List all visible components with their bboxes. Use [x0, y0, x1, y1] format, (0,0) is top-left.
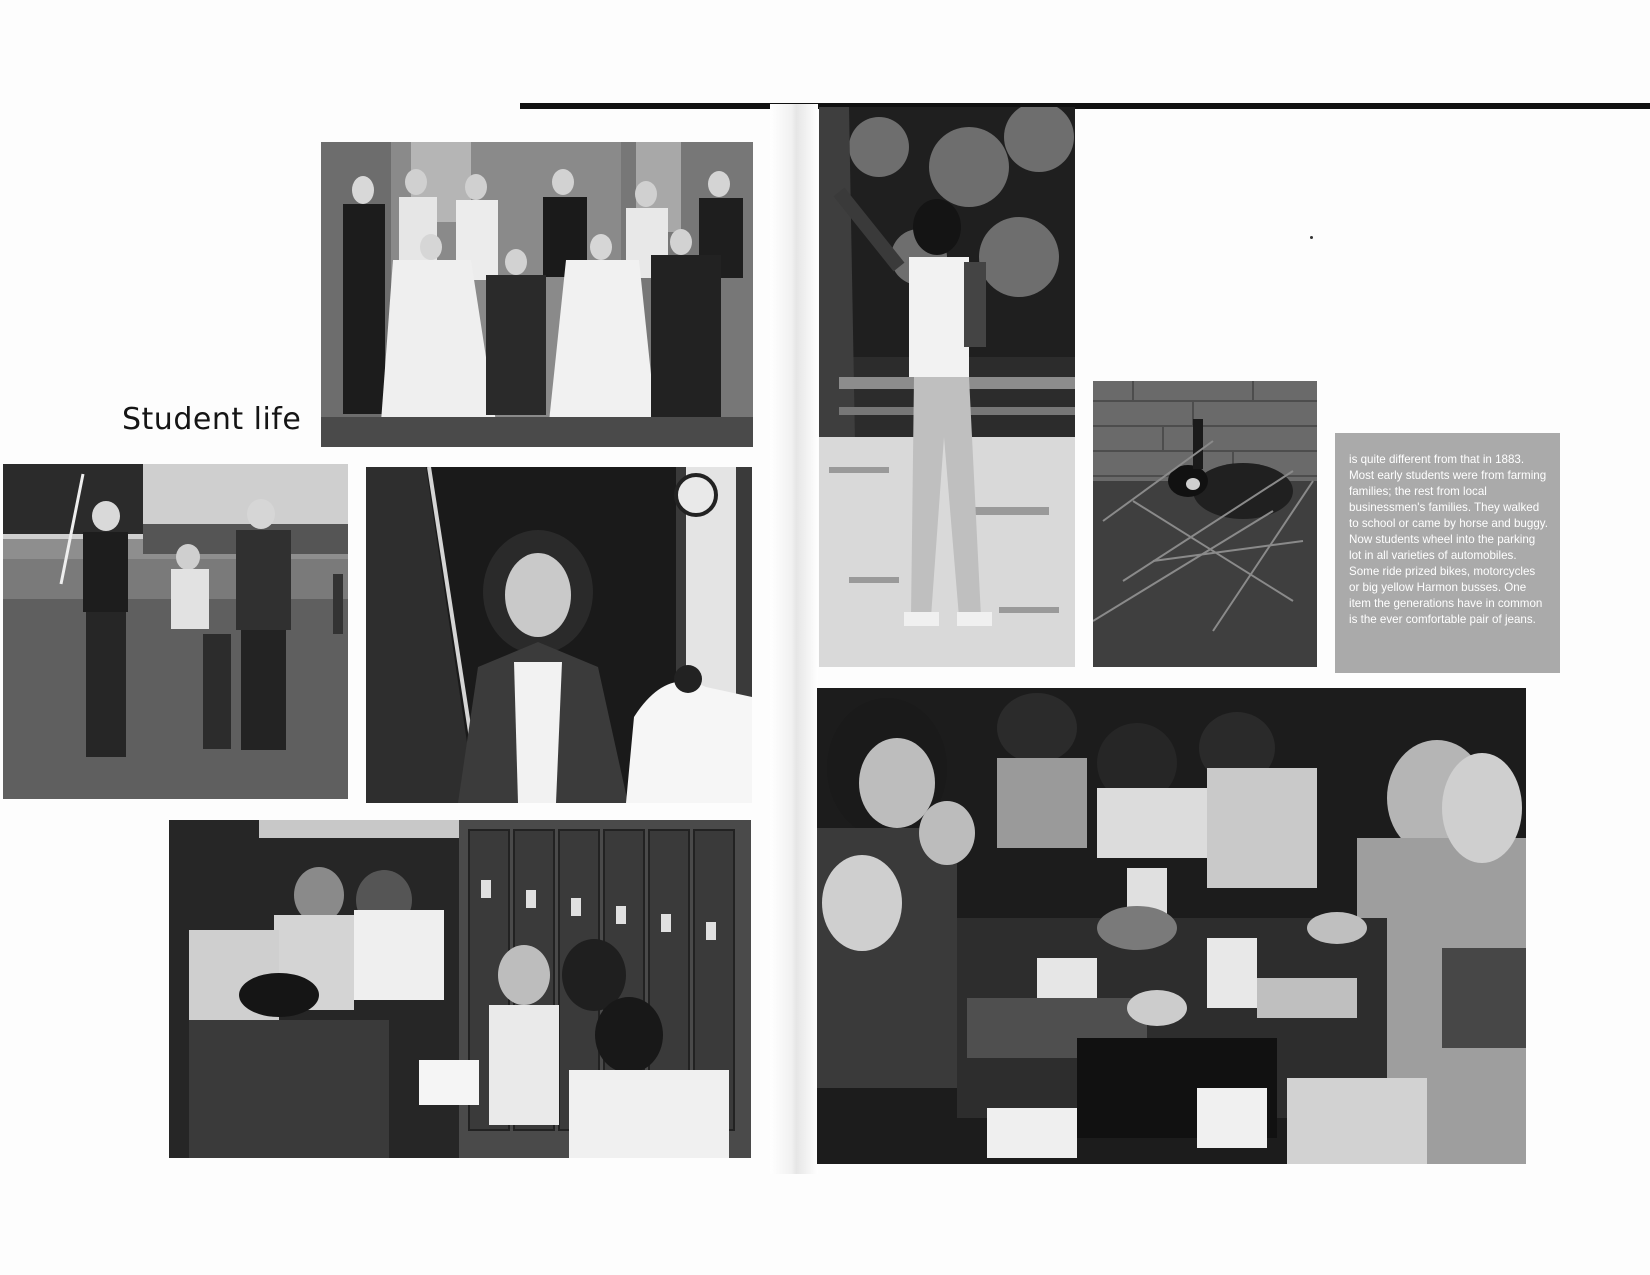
- speck-mark: [1310, 236, 1313, 239]
- photo-golf-practice: [3, 464, 348, 799]
- page-title: Student life: [122, 402, 302, 437]
- top-edge-rule: [520, 103, 1650, 109]
- photo-girl-in-blazer: [366, 467, 752, 803]
- photo-historic-class-portrait: [321, 142, 753, 447]
- photo-students-by-lockers: [169, 820, 751, 1158]
- photo-student-leaning-on-tree: [819, 107, 1075, 667]
- photo-rabbit-in-brush: [1093, 381, 1317, 667]
- photo-cafeteria-lunch: [817, 688, 1526, 1164]
- caption-text: is quite different from that in 1883. Most early students were from farming families; the rest from local businessmen's families. They walked to school or came by horse and buggy. Now students wheel into the parking lot in all varieties of automobiles. Some ride prized bikes, motorcycles or big yellow Harmon busses. One item the generations have in common is the ever comfortable pair of jeans.: [1349, 453, 1548, 626]
- page-gutter: [770, 104, 818, 1174]
- caption-box: [1335, 433, 1560, 673]
